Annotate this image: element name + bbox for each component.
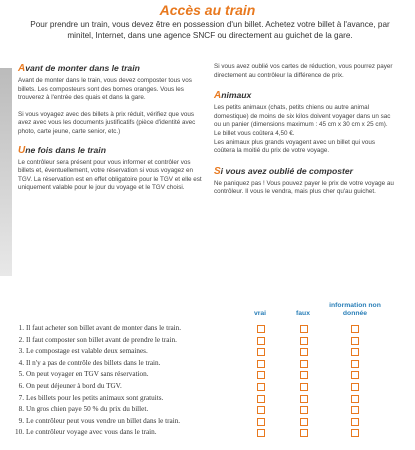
item-number: 4. (18, 358, 24, 367)
item-statement: Il faut composter son billet avant de prendre le train. (26, 335, 177, 344)
item-number: 6. (18, 382, 24, 390)
quiz-row (0, 428, 415, 440)
section-heading (18, 63, 206, 74)
paragraph: Si vous voyagez avec des billets à prix réduit, vérifiez que vous avez avec vous les documents justificatifs (pièce d'identité avec photo, carte jeune, carte senior, etc.) (18, 110, 196, 135)
info-checkbox[interactable] (351, 406, 359, 414)
quiz-row (0, 347, 415, 359)
paragraph: Ne paniquez pas ! Vous pouvez payer le prix de votre voyage au contrôleur. Il vous le vendra, mais plus cher qu'au guichet. (214, 179, 394, 196)
intro-text: Pour prendre un train, vous devez être en possession d'un billet. Achetez votre billet à l'avance, par minitel, Internet, dans une agence SNCF ou directement au guichet de la gare. (30, 20, 390, 40)
item-statement: Il faut acheter son billet avant de monter dans le train. (26, 324, 182, 332)
info-checkbox[interactable] (351, 418, 359, 426)
faux-checkbox[interactable] (300, 371, 308, 379)
item-statement: Les billets pour les petits animaux sont gratuits. (26, 393, 164, 402)
vrai-checkbox[interactable] (257, 395, 265, 403)
item-statement: Le compostage est valable deux semaines. (26, 347, 148, 356)
item-statement: Un gros chien paye 50 % du prix du billet. (26, 405, 149, 414)
section-composter (214, 166, 396, 197)
section-avant (18, 63, 206, 137)
item-statement: Le contrôleur voyage avec vous dans le train. (26, 428, 157, 437)
left-margin-stripe (0, 68, 12, 276)
heading-initial: A (214, 90, 222, 102)
vrai-checkbox[interactable] (257, 418, 265, 426)
info-checkbox[interactable] (351, 325, 359, 333)
faux-checkbox[interactable] (300, 429, 308, 437)
section-heading (18, 145, 206, 156)
info-checkbox[interactable] (351, 383, 359, 391)
left-column (18, 63, 206, 201)
faux-checkbox[interactable] (300, 325, 308, 333)
item-number: 2. (18, 335, 24, 344)
vrai-checkbox[interactable] (257, 429, 265, 437)
quiz-row (0, 417, 415, 429)
vrai-checkbox[interactable] (257, 360, 265, 368)
faux-checkbox[interactable] (300, 348, 308, 356)
vrai-checkbox[interactable] (257, 371, 265, 379)
vrai-checkbox[interactable] (257, 325, 265, 333)
header-faux: faux (296, 310, 310, 317)
item-number: 1. (18, 324, 24, 332)
heading-rest: nimaux (221, 90, 252, 101)
quiz-row (0, 405, 415, 417)
info-checkbox[interactable] (351, 337, 359, 345)
item-number: 10. (15, 428, 24, 437)
item-number: 7. (18, 393, 24, 402)
vrai-checkbox[interactable] (257, 337, 265, 345)
paragraph: Si vous avez oublié vos cartes de réduction, vous pourrez payer directement au contrôleur la différence de prix. (214, 63, 393, 79)
info-checkbox[interactable] (351, 371, 359, 379)
quiz-row (0, 394, 415, 406)
paragraph: Avant de monter dans le train, vous devez composter tous vos billets. Les composteurs sont des bornes oranges. Vous les trouverez à l'entrée des quais et dans la gare. (18, 77, 192, 102)
info-checkbox[interactable] (351, 429, 359, 437)
item-statement: On peut déjeuner à bord du TGV. (26, 382, 122, 390)
heading-rest: i vous avez oublié de composter (220, 165, 353, 176)
heading-initial: S (214, 165, 221, 177)
faux-checkbox[interactable] (300, 360, 308, 368)
faux-checkbox[interactable] (300, 337, 308, 345)
item-number: 5. (18, 370, 24, 379)
faux-checkbox[interactable] (300, 406, 308, 414)
item-number: 3. (18, 347, 24, 356)
item-statement: On peut voyager en TGV sans réservation. (26, 370, 149, 379)
quiz-row (0, 359, 415, 371)
info-checkbox[interactable] (351, 360, 359, 368)
vrai-checkbox[interactable] (257, 406, 265, 414)
section-heading (214, 166, 396, 177)
faux-checkbox[interactable] (300, 418, 308, 426)
quiz-row (0, 370, 415, 382)
vrai-checkbox[interactable] (257, 348, 265, 356)
faux-checkbox[interactable] (300, 383, 308, 391)
heading-initial: A (18, 63, 26, 74)
item-number: 8. (18, 405, 24, 414)
header-info: information non donnée (329, 302, 381, 317)
item-statement: Le contrôleur peut vous vendre un billet dans le train. (26, 416, 181, 425)
vrai-checkbox[interactable] (257, 383, 265, 391)
paragraph: Les petits animaux (chats, petits chiens ou autre animal domestique) de moins de six kilos doivent voyager dans un sac ou un panier (dimensions maximum : 45 cm x 30 cm x 25 cm). Le billet vous coûtera 4,50 €. (214, 104, 391, 137)
quiz-row (0, 324, 415, 336)
info-checkbox[interactable] (351, 348, 359, 356)
page-title: Accès au train (159, 2, 256, 18)
info-checkbox[interactable] (351, 395, 359, 403)
section-animaux (214, 90, 396, 156)
heading-rest: ne fois dans le train (25, 144, 106, 155)
header-vrai: vrai (253, 310, 267, 317)
paragraph: Les animaux plus grands voyagent avec un billet qui vous coûtera la moitié du prix de votre voyage. (214, 138, 376, 155)
section-heading (214, 90, 396, 101)
quiz-row (0, 336, 415, 348)
item-statement: Il n'y a pas de contrôle des billets dans le train. (26, 358, 161, 367)
faux-checkbox[interactable] (300, 395, 308, 403)
quiz-row (0, 382, 415, 394)
paragraph: Le contrôleur sera présent pour vous informer et contrôler vos billets et, éventuellement, votre réservation si vous voyagez en TGV. La réservation est en effet obligatoire pour le TGV et elle est uniquement valable pour le jour du voyage et le TGV choisi. (18, 158, 202, 192)
heading-initial: U (18, 144, 26, 156)
item-number: 9. (18, 416, 24, 425)
right-column (214, 63, 396, 207)
heading-rest: vant de monter dans le train (25, 63, 140, 73)
section-une-fois (18, 145, 206, 193)
